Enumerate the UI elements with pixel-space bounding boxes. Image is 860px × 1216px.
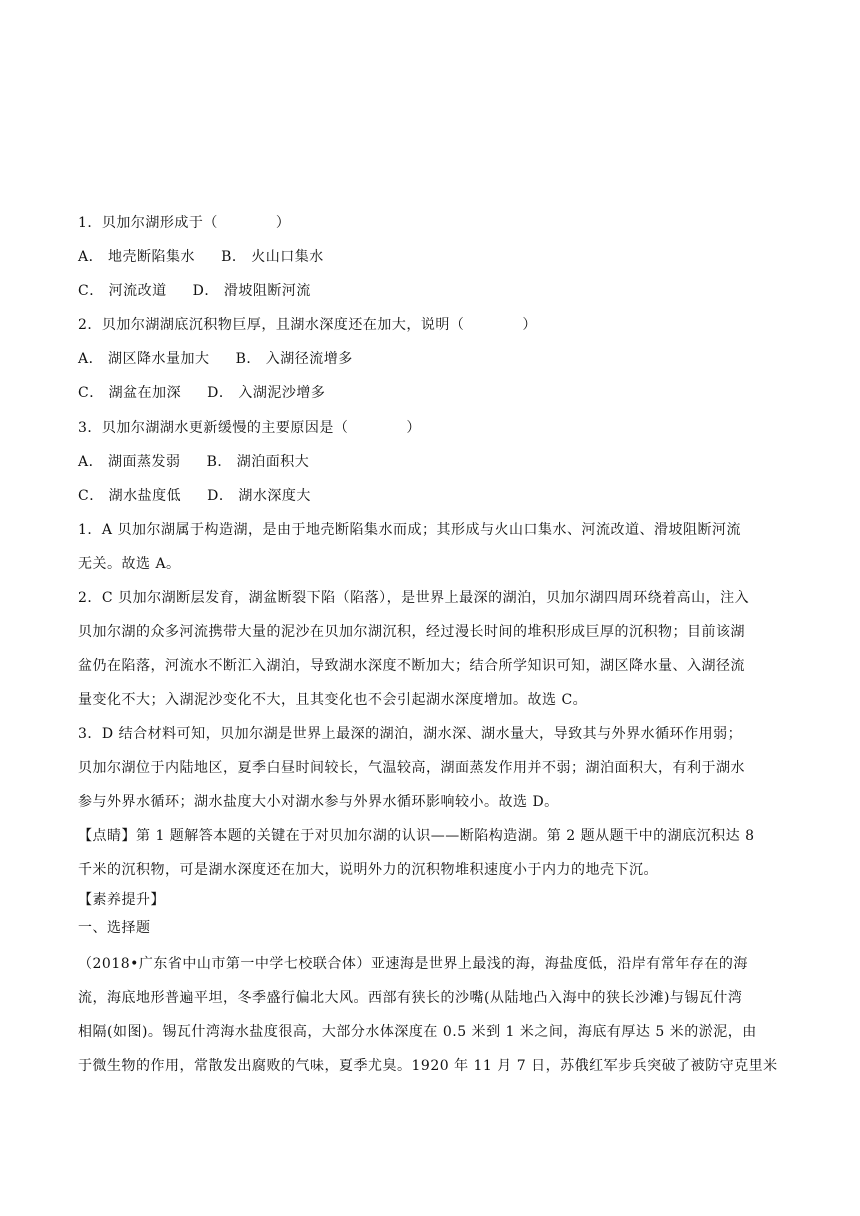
section-heading: 【素养提升】 bbox=[78, 892, 165, 908]
answer-3-line: 贝加尔湖位于内陆地区，夏季白昼时间较长，气温较高，湖面蒸发作用并不弱；湖泊面积大，有利于湖水 bbox=[78, 760, 745, 776]
answer-2-line: 量变化不大；入湖泥沙变化不大，且其变化也不会引起湖水深度增加。故选 C。 bbox=[78, 692, 588, 708]
dianjing-line: 千米的沉积物，可是湖水深度还在加大，说明外力的沉积物堆积速度小于内力的地壳下沉。 bbox=[78, 862, 658, 878]
passage-line: 相隔(如图)。锡瓦什湾海水盐度很高，大部分水体深度在 0.5 米到 1 米之间，海底有厚达 5 米的淤泥，由 bbox=[78, 1024, 757, 1040]
answer-3-line: 3．D 结合材料可知，贝加尔湖是世界上最深的湖泊，湖水深、湖水量大，导致其与外界水循环作用弱； bbox=[78, 726, 743, 742]
question-2-stem: 2．贝加尔湖湖底沉积物巨厚，且湖水深度还在加大，说明（ ） bbox=[78, 317, 537, 333]
question-3-options-cd: C． 湖水盐度低 D． 湖水深度大 bbox=[78, 488, 311, 504]
answer-2-line: 贝加尔湖的众多河流携带大量的泥沙在贝加尔湖沉积，经过漫长时间的堆积形成巨厚的沉积物；目前该湖 bbox=[78, 624, 745, 640]
dianjing-line: 【点睛】第 1 题解答本题的关键在于对贝加尔湖的认识——断陷构造湖。第 2 题从题干中的湖底沉积达 8 bbox=[78, 828, 755, 844]
answer-2-line: 2．C 贝加尔湖断层发育，湖盆断裂下陷（陷落），是世界上最深的湖泊，贝加尔湖四周环绕着高山，注入 bbox=[78, 590, 750, 606]
question-2-options-cd: C． 湖盆在加深 D． 入湖泥沙增多 bbox=[78, 385, 326, 401]
answer-3-line: 参与外界水循环；湖水盐度大小对湖水参与外界水循环影响较小。故选 D。 bbox=[78, 794, 559, 810]
question-1-options-cd: C． 河流改道 D． 滑坡阻断河流 bbox=[78, 283, 311, 299]
question-2-options-ab: A． 湖区降水量加大 B． 入湖径流增多 bbox=[78, 351, 353, 367]
passage-line: （2018•广东省中山市第一中学七校联合体）亚速海是世界上最浅的海，海盐度低，沿岸有常年存在的海 bbox=[78, 956, 748, 972]
answer-1-line: 1．A 贝加尔湖属于构造湖，是由于地壳断陷集水而成；其形成与火山口集水、河流改道、滑坡阻断河流 bbox=[78, 522, 741, 538]
question-3-options-ab: A． 湖面蒸发弱 B． 湖泊面积大 bbox=[78, 454, 310, 470]
question-1-options-ab: A． 地壳断陷集水 B． 火山口集水 bbox=[78, 249, 324, 265]
question-3-stem: 3．贝加尔湖湖水更新缓慢的主要原因是（ ） bbox=[78, 420, 421, 436]
answer-1-line: 无关。故选 A。 bbox=[78, 556, 181, 572]
question-1-stem: 1．贝加尔湖形成于（ ） bbox=[78, 215, 291, 231]
passage-line: 流，海底地形普遍平坦，冬季盛行偏北大风。西部有狭长的沙嘴(从陆地凸入海中的狭长沙滩)与锡瓦什湾 bbox=[78, 990, 743, 1006]
passage-line: 于微生物的作用，常散发出腐败的气味，夏季尤臭。1920 年 11 月 7 日，苏俄红军步兵突破了被防守克里米 bbox=[78, 1058, 778, 1074]
answer-2-line: 盆仍在陷落，河流水不断汇入湖泊，导致湖水深度不断加大；结合所学知识可知，湖区降水量、入湖径流 bbox=[78, 658, 745, 674]
subsection-heading: 一、选择题 bbox=[78, 920, 151, 936]
